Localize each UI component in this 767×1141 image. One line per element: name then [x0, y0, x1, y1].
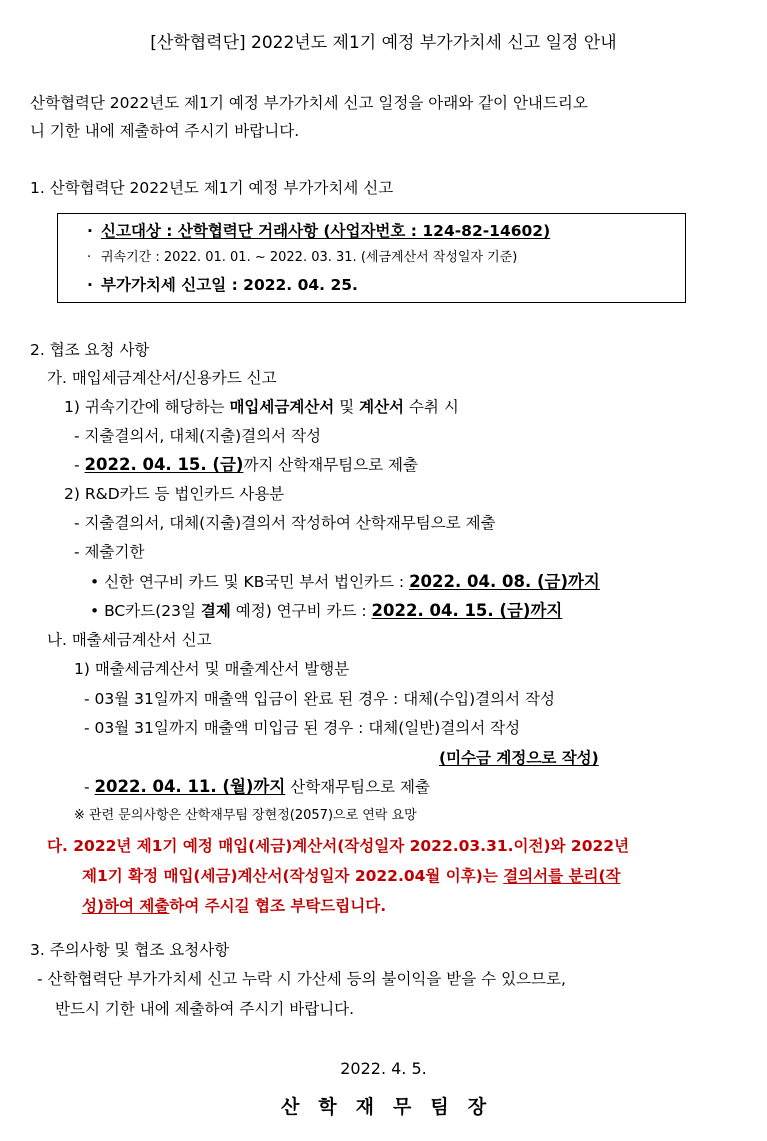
- da-line3-underlined: 성)하여 제출: [82, 897, 170, 915]
- summary-row-filing-date: [87, 275, 358, 295]
- bullet-dot: ·: [87, 222, 93, 240]
- section2-heading: 2. 협조 요청 사항: [30, 341, 150, 359]
- summary-period-text: 귀속기간 : 2022. 01. 01. ~ 2022. 03. 31. (세금계산서 작성일자 기준): [101, 250, 518, 265]
- card2-pre: • BC카드(23일: [90, 602, 201, 620]
- na-sub1: - 03월 31일까지 매출액 입금이 완료 된 경우 : 대체(수입)결의서 작성: [84, 690, 555, 708]
- na-sub2: - 03월 31일까지 매출액 미입금 된 경우 : 대체(일반)결의서 작성: [84, 719, 521, 737]
- card2-deadline: [90, 601, 562, 621]
- ga-item1-sub1: - 지출결의서, 대체(지출)결의서 작성: [74, 427, 322, 445]
- na-deadline-rest: 산학재무팀으로 제출: [285, 778, 430, 796]
- bullet-dot: ·: [87, 250, 92, 265]
- ga-item1-bold1: 매입세금계산서: [229, 398, 335, 416]
- signature: 산 학 재 무 팀 장: [280, 1096, 487, 1118]
- na-sub2-note: (미수금 계정으로 작성): [439, 749, 599, 767]
- summary-row-period: [87, 248, 517, 268]
- card1-label: • 신한 연구비 카드 및 KB국민 부서 법인카드 :: [90, 573, 410, 591]
- document-title: [산학협력단] 2022년도 제1기 예정 부가가치세 신고 일정 안내: [150, 33, 617, 53]
- ga-item1-post: 수취 시: [404, 398, 459, 416]
- card2-bold: 결제: [200, 602, 231, 620]
- da-line3-rest: 하여 주시길 협조 부탁드립니다.: [169, 897, 387, 915]
- ga-item1-bold2: 계산서: [359, 398, 405, 416]
- summary-box: [57, 213, 686, 303]
- intro-line-1: 산학협력단 2022년도 제1기 예정 부가가치세 신고 일정을 아래와 같이 안내드리오: [30, 94, 588, 112]
- da-line-3: [82, 896, 386, 916]
- na-item1: 1) 매출세금계산서 및 매출계산서 발행분: [74, 660, 350, 678]
- bullet-dot: ·: [87, 276, 93, 294]
- ga-deadline-date: 2022. 04. 15. (금): [84, 455, 244, 474]
- da-line2-pre: 제1기 확정 매입(세금)계산서(작성일자 2022.04월 이후)는: [82, 867, 504, 885]
- subsection-na-heading: 나. 매출세금계산서 신고: [47, 631, 212, 649]
- section3-line-1: - 산학협력단 부가가치세 신고 누락 시 가산세 등의 불이익을 받을 수 있으므로,: [37, 970, 566, 988]
- ga-deadline-rest: 까지 산학재무팀으로 제출: [243, 456, 418, 474]
- card2-post: 예정) 연구비 카드 :: [230, 602, 372, 620]
- document-date: 2022. 4. 5.: [340, 1059, 427, 1078]
- ga-item1-sub2: [74, 455, 418, 475]
- ga-item2-sub2: - 제출기한: [74, 543, 145, 561]
- ga-item2-heading: 2) R&D카드 등 법인카드 사용분: [64, 485, 285, 503]
- card1-date: 2022. 04. 08. (금)까지: [409, 572, 600, 591]
- ga-item1-pre: 1) 귀속기간에 해당하는: [64, 398, 230, 416]
- dash: -: [84, 778, 95, 796]
- summary-filing-text: 부가가치세 신고일 : 2022. 04. 25.: [101, 276, 358, 294]
- ga-item1: [64, 397, 459, 417]
- dash: -: [74, 456, 85, 474]
- na-deadline: [84, 777, 430, 797]
- summary-target-text: 신고대상 : 산학협력단 거래사항 (사업자번호 : 124-82-14602): [101, 222, 551, 240]
- ga-item2-sub1: - 지출결의서, 대체(지출)결의서 작성하여 산학재무팀으로 제출: [74, 514, 496, 532]
- subsection-ga-heading: 가. 매입세금계산서/신용카드 신고: [47, 369, 277, 387]
- ga-item1-mid: 및: [334, 398, 360, 416]
- card2-date: 2022. 04. 15. (금)까지: [371, 601, 563, 620]
- summary-row-target: [87, 221, 550, 241]
- intro-line-2: 니 기한 내에 제출하여 주시기 바랍니다.: [30, 122, 300, 140]
- da-line-2: [82, 866, 621, 886]
- card1-deadline: [90, 572, 600, 592]
- section3-line-2: 반드시 기한 내에 제출하여 주시기 바랍니다.: [55, 1000, 355, 1018]
- da-line2-underlined: 결의서를 분리(작: [503, 867, 621, 885]
- da-line-1: 다. 2022년 제1기 예정 매입(세금)계산서(작성일자 2022.03.31.이전)와 2022년: [47, 837, 630, 855]
- section1-heading: 1. 산학협력단 2022년도 제1기 예정 부가가치세 신고: [30, 179, 394, 197]
- contact-note: ※ 관련 문의사항은 산학재무팀 장현정(2057)으로 연락 요망: [74, 808, 417, 823]
- section3-heading: 3. 주의사항 및 협조 요청사항: [30, 941, 230, 959]
- na-deadline-date: 2022. 04. 11. (월)까지: [94, 777, 286, 796]
